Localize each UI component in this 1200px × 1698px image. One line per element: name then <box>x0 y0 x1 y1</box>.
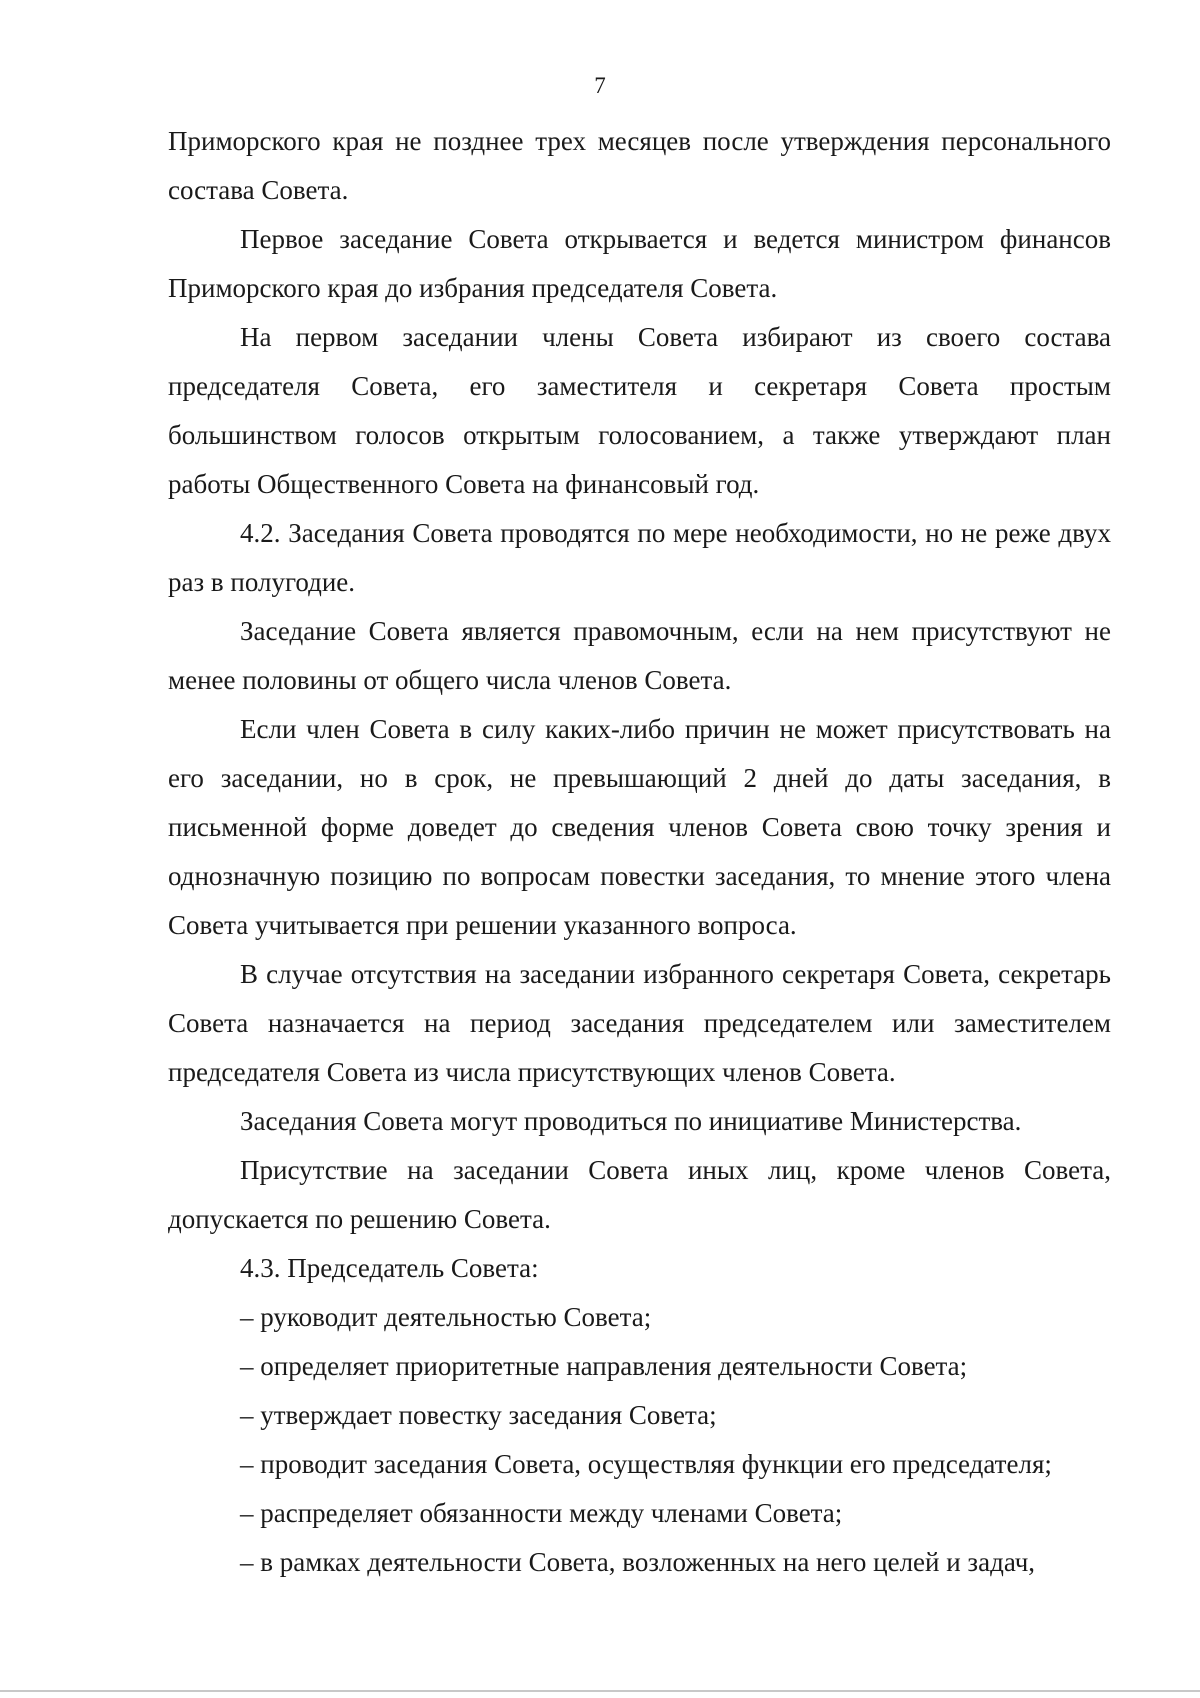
paragraph: На первом заседании члены Совета избирают из своего состава председателя Совета, его заместителя и секретаря Совета простым большинством голосов открытым голосованием, а также утверждают план работы Общественного Совета на финансовый год. <box>168 322 1111 499</box>
paragraph: Если член Совета в силу каких-либо причин не может присутствовать на его заседании, но в срок, не превышающий 2 дней до даты заседания, в письменной форме доведет до сведения членов Совета свою точку зрения и однозначную позицию по вопросам повестки заседания, то мнение этого члена Совета учитывается при решении указанного вопроса. <box>168 714 1111 940</box>
list-item: – распределяет обязанности между членами Совета; <box>240 1498 843 1528</box>
list-item: – проводит заседания Совета, осуществляя функции его председателя; <box>240 1449 1052 1479</box>
list-item: – утверждает повестку заседания Совета; <box>240 1400 717 1430</box>
paragraph: В случае отсутствия на заседании избранного секретаря Совета, секретарь Совета назначается на период заседания председателем или заместителем председателя Совета из числа присутствующих членов Совета. <box>168 959 1111 1087</box>
paragraph: Присутствие на заседании Совета иных лиц, кроме членов Совета, допускается по решению Совета. <box>168 1155 1111 1234</box>
paragraph: Заседание Совета является правомочным, если на нем присутствуют не менее половины от общего числа членов Совета. <box>168 616 1111 695</box>
document-body <box>168 117 1111 1587</box>
paragraph: Первое заседание Совета открывается и ведется министром финансов Приморского края до избрания председателя Совета. <box>168 224 1111 303</box>
paragraph: Приморского края не позднее трех месяцев после утверждения персонального состава Совета. <box>168 126 1111 205</box>
list-item: – в рамках деятельности Совета, возложенных на него целей и задач, <box>240 1547 1036 1577</box>
paragraph: 4.2. Заседания Совета проводятся по мере необходимости, но не реже двух раз в полугодие. <box>168 518 1111 597</box>
scan-edge-line <box>0 1690 1200 1692</box>
list-item: – руководит деятельностью Совета; <box>240 1302 652 1332</box>
paragraph: Заседания Совета могут проводиться по инициативе Министерства. <box>240 1106 1022 1136</box>
page-number: 7 <box>594 73 606 98</box>
list-item: – определяет приоритетные направления деятельности Совета; <box>240 1351 968 1381</box>
section-heading: 4.3. Председатель Совета: <box>240 1253 539 1283</box>
